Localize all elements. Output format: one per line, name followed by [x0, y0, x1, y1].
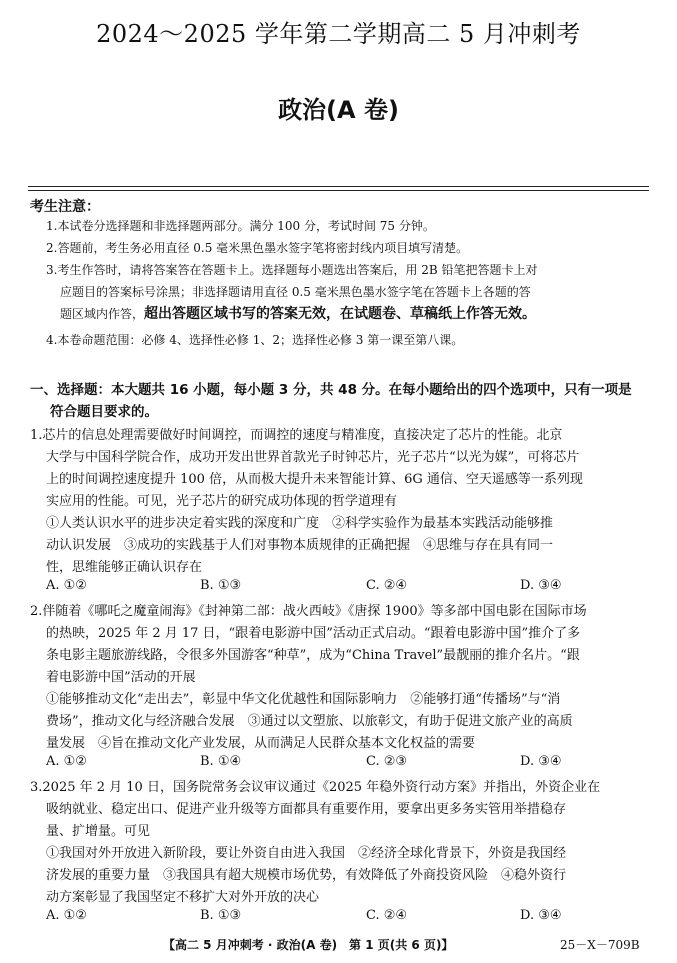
- q2-line-3: 条电影主题旅游线路，令很多外国游客“种草”，成为“China Travel”最靓丽的推介名片。“跟: [46, 648, 580, 663]
- q2-line-2: 的热映，2025 年 2 月 17 日，“跟着电影游中国”活动正式启动。“跟着电影游中国”推介了多: [46, 626, 581, 641]
- notice-item-3: 3.考生作答时，请将答案答在答题卡上。选择题每小题选出答案后，用 2B 铅笔把答题卡上对: [46, 263, 538, 277]
- section-heading-cont: 符合题目要求的。: [50, 404, 158, 420]
- q3-line-2: 吸纳就业、稳定出口、促进产业升级等方面都具有重要作用，要拿出更多务实管用举措稳存: [46, 802, 567, 817]
- q2-line-6: 费场”，推动文化与经济融合发展 ③通过以文塑旅、以旅彰文，有助于促进文旅产业的高质: [46, 714, 573, 729]
- q2-option-c: C. ②③: [366, 754, 408, 769]
- q2-line-7: 量发展 ④旨在推动文化产业发展，从而满足人民群众基本文化权益的需要: [46, 736, 476, 751]
- q3-option-a: A. ①②: [46, 908, 87, 923]
- q3-line-6: 动方案彰显了我国坚定不移扩大对外开放的决心: [46, 890, 320, 905]
- q1-option-c: C. ②④: [366, 578, 408, 593]
- notice-item-3-emphasis: 超出答题区域书写的答案无效，在试题卷、草稿纸上作答无效。: [144, 306, 537, 322]
- q3-option-b: B. ①③: [200, 908, 242, 923]
- notice-item-1: 1.本试卷分选择题和非选择题两部分。满分 100 分，考试时间 75 分钟。: [46, 219, 435, 233]
- q2-line-1: 2.伴随着《哪吒之魔童闹海》《封神第二部：战火西岐》《唐探 1900》等多部中国电影在国际市场: [30, 604, 587, 619]
- notice-item-4: 4.本卷命题范围：必修 4、选择性必修 1、2；选择性必修 3 第一课至第八课。: [46, 333, 464, 347]
- header-divider-thin: [28, 190, 649, 191]
- q1-option-d: D. ③④: [520, 578, 562, 593]
- q1-line-7: 性，思维能够正确认识存在: [46, 560, 203, 575]
- q2-option-d: D. ③④: [520, 754, 562, 769]
- q1-line-3: 上的时间调控速度提升 100 倍，从而极大提升未来智能计算、6G 通信、空天遥感等一系列现: [46, 472, 583, 487]
- q3-line-4: ①我国对外开放进入新阶段，要让外资自由进入我国 ②经济全球化背景下，外资是我国经: [46, 846, 567, 861]
- q2-option-a: A. ①②: [46, 754, 87, 769]
- q1-option-a: A. ①②: [46, 578, 87, 593]
- q2-option-b: B. ①④: [200, 754, 242, 769]
- page-footer: 【高二 5 月冲刺考 · 政治(A 卷) 第 1 页(共 6 页)】: [163, 938, 454, 952]
- q3-line-5: 济发展的重要力量 ③我国具有超大规模市场优势，有效降低了外商投资风险 ④稳外资行: [46, 868, 567, 883]
- section-heading: 一、选择题：本大题共 16 小题，每小题 3 分，共 48 分。在每小题给出的四个选项中，只有一项是: [30, 382, 632, 398]
- header-divider: [28, 186, 649, 187]
- q1-option-b: B. ①③: [200, 578, 242, 593]
- exam-title: 2024～2025 学年第二学期高二 5 月冲刺考: [96, 20, 581, 48]
- notice-item-3-plain: 题区域内作答，: [60, 307, 145, 321]
- q1-line-6: 动认识发展 ③成功的实践基于人们对事物本质规律的正确把握 ④思维与存在具有同一: [46, 538, 554, 553]
- exam-code: 25－X－709B: [560, 938, 640, 952]
- q2-line-4: 着电影游中国”活动的开展: [46, 670, 196, 685]
- notice-heading: 考生注意：: [30, 199, 100, 215]
- q3-line-1: 3.2025 年 2 月 10 日，国务院常务会议审议通过《2025 年稳外资行动方案》并指出，外资企业在: [30, 780, 601, 795]
- q1-line-4: 实应用的性能。可见，光子芯片的研究成功体现的哲学道理有: [46, 494, 398, 509]
- notice-item-2: 2.答题前，考生务必用直径 0.5 毫米黑色墨水签字笔将密封线内项目填写清楚。: [46, 241, 469, 255]
- q3-line-3: 量、扩增量。可见: [46, 824, 151, 839]
- notice-item-3-cont2: [60, 304, 536, 324]
- subject-title: 政治(A 卷): [278, 96, 399, 124]
- q3-option-c: C. ②④: [366, 908, 408, 923]
- q2-line-5: ①能够推动文化“走出去”，彰显中华文化优越性和国际影响力 ②能够打通“传播场”与“消: [46, 692, 561, 707]
- q1-line-1: 1.芯片的信息处理需要做好时间调控，而调控的速度与精准度，直接决定了芯片的性能。北京: [30, 428, 563, 443]
- q1-line-5: ①人类认识水平的进步决定着实践的深度和广度 ②科学实验作为最基本实践活动能够推: [46, 516, 554, 531]
- q3-option-d: D. ③④: [520, 908, 562, 923]
- notice-item-3-cont: 应题目的答案标号涂黑；非选择题请用直径 0.5 毫米黑色墨水签字笔在答题卡上各题的答: [60, 285, 531, 299]
- q1-line-2: 大学与中国科学院合作，成功开发出世界首款光子时钟芯片，光子芯片“以光为媒”，可将芯片: [46, 450, 580, 465]
